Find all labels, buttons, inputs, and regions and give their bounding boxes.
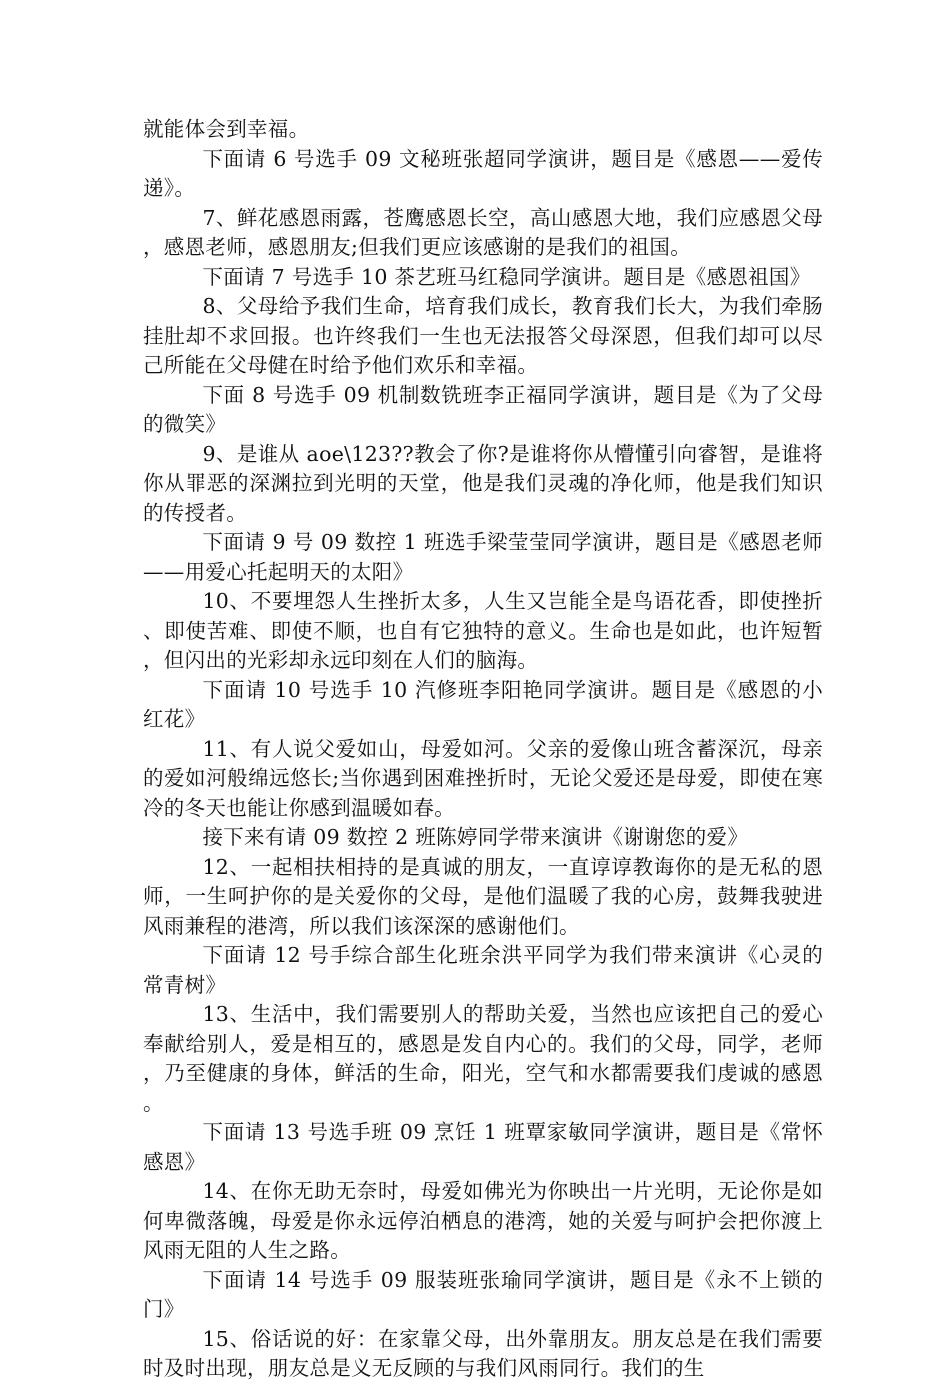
paragraph-8: 10、不要埋怨人生挫折太多，人生又岂能全是鸟语花香，即使挫折、即使苦难、即使不顺，也自有它独特的意义。生命也是如此，也许短暂，但闪出的光彩却永远印刻在人们的脑海。 xyxy=(143,589,823,672)
paragraph-3: 下面请 7 号选手 10 茶艺班马红稳同学演讲。题目是《感恩祖国》 xyxy=(202,264,811,289)
paragraph-7: 下面请 9 号 09 数控 1 班选手梁莹莹同学演讲，题目是《感恩老师——用爱心托起明天的太阳》 xyxy=(143,530,823,584)
paragraph-10: 11、有人说父爱如山，母爱如河。父亲的爱像山班含蓄深沉，母亲的爱如河般绵远悠长;当你遇到困难挫折时，无论父爱还是母爱，即使在寒冷的冬天也能让你感到温暖如春。 xyxy=(143,736,823,820)
paragraph-1: 下面请 6 号选手 09 文秘班张超同学演讲，题目是《感恩——爱传递》。 xyxy=(143,146,823,200)
paragraph-16: 14、在你无助无奈时，母爱如佛光为你映出一片光明，无论你是如何卑微落魄，母爱是你永远停泊栖息的港湾，她的关爱与呵护会把你渡上风雨无阻的人生之路。 xyxy=(143,1179,823,1262)
paragraph-5: 下面 8 号选手 09 机制数铣班李正福同学演讲，题目是《为了父母的微笑》 xyxy=(143,382,823,436)
paragraph-13: 下面请 12 号手综合部生化班余洪平同学为我们带来演讲《心灵的常青树》 xyxy=(143,943,823,997)
paragraph-4: 8、父母给予我们生命，培育我们成长，教育我们长大，为我们牵肠挂肚却不求回报。也许终我们一生也无法报答父母深恩，但我们却可以尽己所能在父母健在时给予他们欢乐和幸福。 xyxy=(143,294,823,377)
paragraph-0: 就能体会到幸福。 xyxy=(143,117,310,141)
paragraph-6: 9、是谁从 aoe\123??教会了你?是谁将你从懵懂引向睿智，是谁将你从罪恶的深渊拉到光明的天堂，他是我们灵魂的净化师，他是我们知识的传授者。 xyxy=(143,441,823,525)
paragraph-9: 下面请 10 号选手 10 汽修班李阳艳同学演讲。题目是《感恩的小红花》 xyxy=(143,677,823,731)
paragraph-18: 15、俗话说的好：在家靠父母，出外靠朋友。朋友总是在我们需要时及时出现，朋友总是义无反顾的与我们风雨同行。我们的生 xyxy=(143,1326,823,1380)
paragraph-2: 7、鲜花感恩雨露，苍鹰感恩长空，高山感恩大地，我们应感恩父母，感恩老师，感恩朋友;但我们更应该感谢的是我们的祖国。 xyxy=(143,205,823,259)
paragraph-14: 13、生活中，我们需要别人的帮助关爱，当然也应该把自己的爱心奉献给别人，爱是相互的，感恩是发自内心的。我们的父母，同学，老师，乃至健康的身体，鲜活的生命，阳光，空气和水都需要我们虔诚的感恩。 xyxy=(143,1002,823,1115)
paragraph-12: 12、一起相扶相持的是真诚的朋友，一直谆谆教诲你的是无私的恩师，一生呵护你的是关爱你的父母，是他们温暖了我的心房，鼓舞我驶进风雨兼程的港湾，所以我们该深深的感谢他们。 xyxy=(143,854,823,938)
paragraph-11: 接下来有请 09 数控 2 班陈婷同学带来演讲《谢谢您的爱》 xyxy=(202,825,749,849)
document-body xyxy=(143,115,823,1384)
paragraph-15: 下面请 13 号选手班 09 烹饪 1 班覃家敏同学演讲，题目是《常怀感恩》 xyxy=(143,1120,823,1174)
paragraph-17: 下面请 14 号选手 09 服装班张瑜同学演讲，题目是《永不上锁的门》 xyxy=(143,1267,823,1321)
